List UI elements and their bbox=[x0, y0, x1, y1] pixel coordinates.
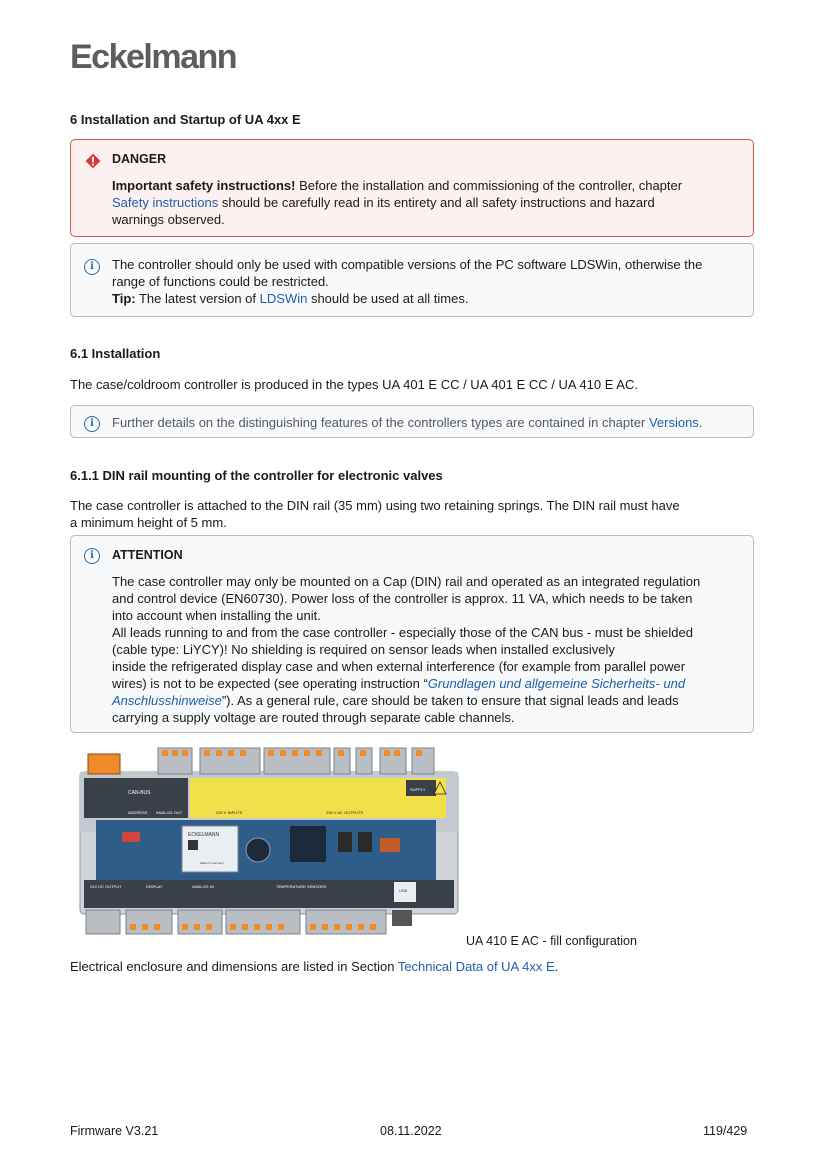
attention-line9: carrying a supply voltage are routed through separate cable channels. bbox=[112, 710, 515, 725]
danger-text-line1: Before the installation and commissioning of the controller, chapter bbox=[295, 178, 683, 193]
closing-text: Electrical enclosure and dimensions are listed in Section bbox=[70, 959, 398, 974]
display-label: DISPLAY bbox=[146, 884, 163, 889]
attention-line2: and control device (EN60730). Power loss of the controller is approx. 11 VA, which needs to be taken bbox=[112, 591, 693, 606]
danger-text-line3: warnings observed. bbox=[112, 212, 225, 227]
24v-output-label: 24V DC OUTPUT bbox=[90, 884, 122, 889]
outputs-label: 230 V AC OUTPUTS bbox=[326, 810, 364, 815]
brand-label: ECKELMANN bbox=[188, 832, 220, 838]
danger-box bbox=[70, 139, 754, 237]
attention-icon: i bbox=[84, 548, 100, 564]
usb-label: USB bbox=[399, 888, 408, 893]
address-label: ADDRESS bbox=[128, 810, 148, 815]
chapter-number: 6 bbox=[70, 112, 78, 127]
grundlagen-link-continued[interactable]: Anschlusshinweise bbox=[112, 693, 222, 708]
inputs-label: 230 V INPUTS bbox=[216, 810, 243, 815]
attention-text bbox=[112, 573, 741, 726]
controller-image bbox=[76, 746, 462, 938]
technical-data-link[interactable]: Technical Data of UA 4xx E bbox=[397, 959, 555, 974]
section-6-1-1-paragraph bbox=[70, 497, 760, 531]
closing-end: . bbox=[554, 959, 559, 974]
section-6-1-heading: 6.1 Installation bbox=[70, 346, 161, 361]
tip-label: Tip: bbox=[112, 291, 136, 306]
attention-line1: The case controller may only be mounted on a Cap (DIN) rail and operated as an integrated regulation bbox=[112, 574, 701, 589]
supply-label: SUPPLY bbox=[410, 787, 426, 792]
can-bus-label: CAN-BUS bbox=[128, 790, 151, 796]
info-line2: range of functions could be restricted. bbox=[112, 274, 329, 289]
versions-end: . bbox=[698, 415, 703, 430]
footer-page-number: 119/429 bbox=[703, 1124, 748, 1138]
attention-line5: (cable type: LiYCY)! No shielding is required on sensor leads when installed exclusively bbox=[112, 642, 615, 657]
ldswin-link[interactable]: LDSWin bbox=[259, 291, 308, 306]
danger-text-line2: should be carefully read in its entirety and all safety instructions and hazard bbox=[218, 195, 655, 210]
info-line1: The controller should only be used with compatible versions of the PC software LDSWin, otherwise the bbox=[112, 257, 703, 272]
analog-out-label: ANALOG OUT bbox=[156, 810, 183, 815]
made-in-germany-label: Made in Germany bbox=[200, 861, 224, 865]
eckelmann-logo: Eckelmann bbox=[70, 38, 237, 76]
info-box-ldswin-text bbox=[112, 256, 741, 307]
attention-box bbox=[70, 535, 754, 733]
attention-line7: wires) is not to be expected (see operating instruction “ bbox=[112, 676, 428, 691]
attention-line3: into account when installing the unit. bbox=[112, 608, 321, 623]
danger-title: DANGER bbox=[112, 152, 167, 166]
versions-text: Further details on the distinguishing features of the controllers types are contained in chapter bbox=[112, 415, 649, 430]
info-box-ldswin bbox=[70, 243, 754, 317]
grundlagen-link[interactable]: Grundlagen und allgemeine Sicherheits- und bbox=[427, 676, 686, 691]
chapter-heading bbox=[70, 112, 301, 127]
attention-line4: All leads running to and from the case controller - especially those of the CAN bus - must be shielded bbox=[112, 625, 693, 640]
analog-in-label: ANALOG IN bbox=[192, 884, 214, 889]
figure-caption: UA 410 E AC - fill configuration bbox=[466, 934, 637, 948]
versions-link[interactable]: Versions bbox=[648, 415, 699, 430]
tip-text-end: should be used at all times. bbox=[307, 291, 469, 306]
attention-line6: inside the refrigerated display case and when external interference (for example from parallel power bbox=[112, 659, 686, 674]
info-icon: i bbox=[84, 259, 100, 275]
chapter-title: Installation and Startup of UA 4xx E bbox=[80, 112, 301, 127]
footer-date: 08.11.2022 bbox=[380, 1124, 442, 1138]
danger-text bbox=[112, 177, 741, 228]
din-para-line1: The case controller is attached to the DIN rail (35 mm) using two retaining springs. The DIN rail must have bbox=[70, 498, 680, 513]
section-6-1-1-heading: 6.1.1 DIN rail mounting of the controller for electronic valves bbox=[70, 468, 443, 483]
info-box-versions-text bbox=[112, 414, 741, 431]
attention-title: ATTENTION bbox=[112, 548, 183, 562]
temperature-sensors-label: TEMPERATURE SENSORS bbox=[276, 884, 327, 889]
din-para-line2: a minimum height of 5 mm. bbox=[70, 515, 227, 530]
safety-instructions-link[interactable]: Safety instructions bbox=[112, 195, 219, 210]
info-box-versions bbox=[70, 405, 754, 438]
tip-text: The latest version of bbox=[135, 291, 260, 306]
danger-icon bbox=[85, 153, 101, 169]
info-icon: i bbox=[84, 416, 100, 432]
attention-line8: ”). As a general rule, care should be taken to ensure that signal leads and leads bbox=[221, 693, 679, 708]
danger-bold-lead: Important safety instructions! bbox=[112, 178, 296, 193]
section-6-1-paragraph: The case/coldroom controller is produced in the types UA 401 E CC / UA 401 E CC / UA 410 E AC. bbox=[70, 377, 638, 392]
footer-firmware: Firmware V3.21 bbox=[70, 1124, 159, 1138]
closing-paragraph bbox=[70, 958, 760, 975]
